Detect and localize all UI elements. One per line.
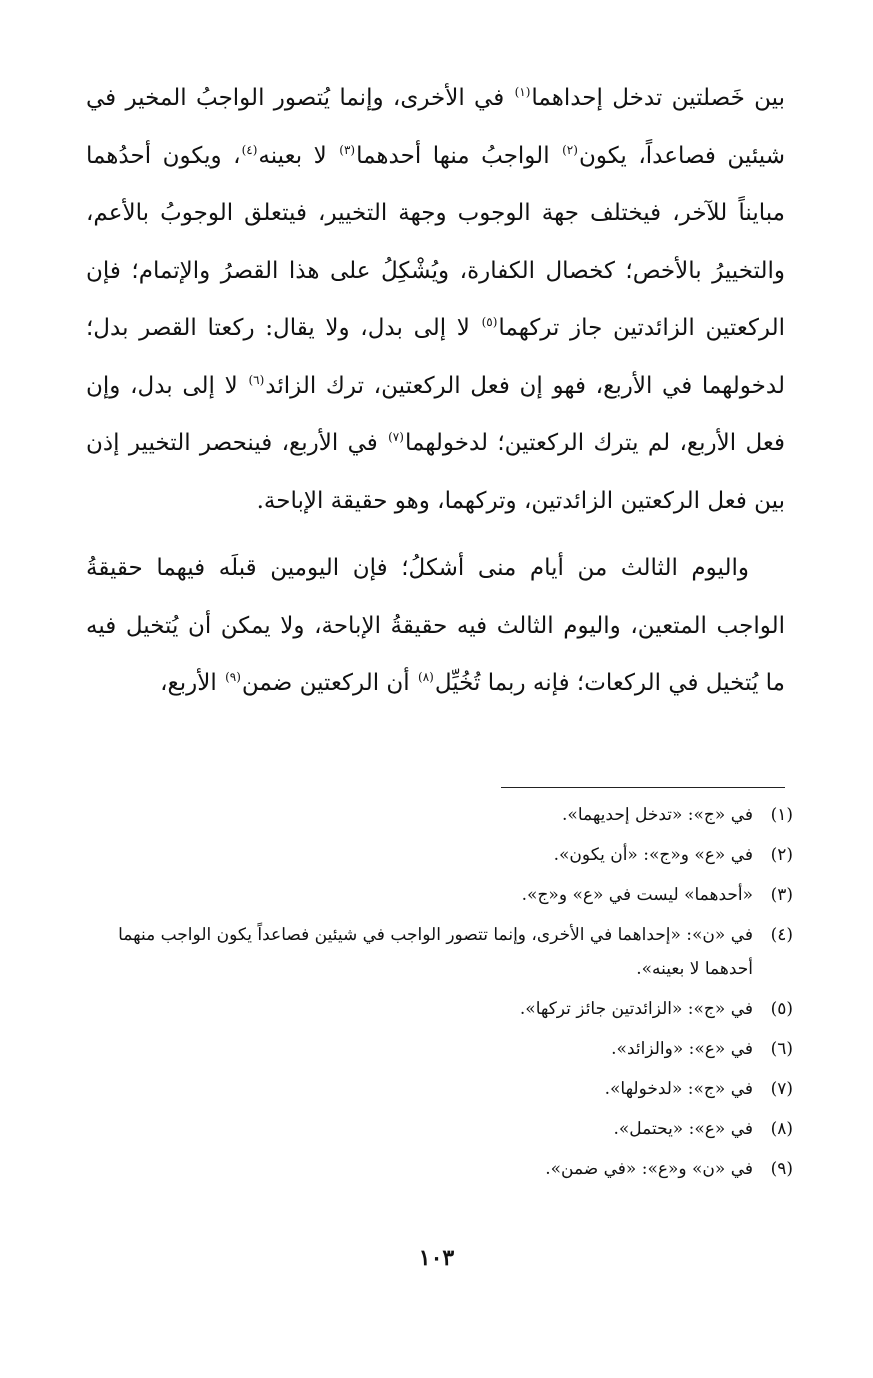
main-text (86, 70, 785, 713)
footnote-text: في «ع»: «يحتمل». (613, 1119, 753, 1139)
footnote-item (80, 798, 793, 832)
footnote-number: (٢) (770, 845, 793, 865)
footnote-item (80, 992, 793, 1026)
footnote-ref-7: (٧) (388, 430, 404, 445)
text-segment: أن الركعتين ضمن (241, 670, 417, 696)
text-segment: واليوم الثالث من أيام منى أشكلُ؛ فإن اليومين قبلَه فيهما حقيقةُ الواجب المتعين، واليوم الثالث فيه حقيقةُ الإباحة، ولا يمكن أن يُتخيل فيه ما يُتخيل في الركعات؛ فإنه ربما تُخُيِّل (86, 555, 785, 696)
footnote-ref-1: (١) (514, 85, 531, 100)
footnote-ref-5: (٥) (481, 315, 498, 330)
page-number: ١٠٣ (418, 1245, 455, 1271)
footnote-ref-9: (٩) (225, 670, 241, 685)
footnote-text: في «ج»: «لدخولها». (604, 1079, 753, 1099)
footnotes (80, 798, 793, 1192)
footnote-text: في «ن»: «إحداهما في الأخرى، وإنما تتصور الواجب في شيئين فصاعداً يكون الواجب منهما أحدهما لا بعينه». (118, 925, 753, 979)
footnote-ref-3: (٣) (339, 142, 356, 157)
footnote-item (80, 1112, 793, 1146)
footnote-ref-4: (٤) (241, 142, 258, 157)
footnote-number: (٨) (770, 1119, 793, 1139)
footnote-item (80, 878, 793, 912)
text-segment: لا إلى بدل، ولا يقال: ركعتا القصر بدل؛ لدخولهما في الأربع، فهو إن فعل الركعتين، ترك الزائد (86, 315, 785, 399)
footnote-text: في «ع»: «والزائد». (611, 1039, 753, 1059)
text-segment: بين خَصلتين تدخل إحداهما (531, 85, 785, 111)
footnote-item (80, 1072, 793, 1106)
footnote-number: (٧) (770, 1079, 793, 1099)
text-segment: في الأخرى، وإنما يُتصور الواجبُ المخير في شيئين فصاعداً، يكون (86, 85, 786, 169)
footnote-item (80, 1032, 793, 1066)
footnote-text: في «ع» و«ج»: «أن يكون». (553, 845, 753, 865)
footnote-item (80, 1152, 793, 1186)
footnote-item (80, 918, 793, 986)
footnote-ref-2: (٢) (562, 142, 578, 157)
footnote-number: (٤) (770, 925, 793, 945)
footnote-ref-8: (٨) (418, 670, 434, 685)
paragraph-2 (86, 540, 785, 713)
footnote-number: (٣) (770, 885, 793, 905)
text-segment: الواجبُ منها أحدهما (356, 142, 562, 169)
text-segment: لا إلى بدل، وإن فعل الأربع، لم يترك الركعتين؛ لدخولهما (86, 372, 785, 456)
footnote-separator (501, 787, 785, 788)
footnote-item (80, 838, 793, 872)
paragraph-1 (86, 70, 785, 530)
footnote-number: (٥) (770, 999, 793, 1019)
footnote-number: (١) (770, 805, 793, 825)
footnote-text: في «ن» و«ع»: «في ضمن». (545, 1159, 753, 1179)
footnote-text: في «ج»: «تدخل إحديهما». (562, 805, 753, 825)
text-segment: في الأربع، فينحصر التخيير إذن بين فعل الركعتين الزائدتين، وتركهما، وهو حقيقة الإباحة. (86, 430, 785, 514)
text-segment: الأربع، (160, 670, 225, 696)
footnote-number: (٩) (770, 1159, 793, 1179)
footnote-ref-6: (٦) (248, 372, 265, 387)
text-segment: لا بعينه (258, 142, 339, 169)
text-segment: ، ويكون أحدُهما مبايناً للآخر، فيختلف جهة الوجوب وجهة التخيير، فيتعلق الوجوبُ بالأعم، والتخييرُ بالأخص؛ كخصال الكفارة، ويُشْكِلُ على هذا القصرُ والإتمام؛ فإن الركعتين الزائدتين جاز تركهما (86, 142, 785, 341)
footnote-number: (٦) (770, 1039, 793, 1059)
footnote-text: في «ج»: «الزائدتين جائز تركها». (519, 999, 753, 1019)
footnote-text: «أحدهما» ليست في «ع» و«ج». (521, 885, 753, 905)
